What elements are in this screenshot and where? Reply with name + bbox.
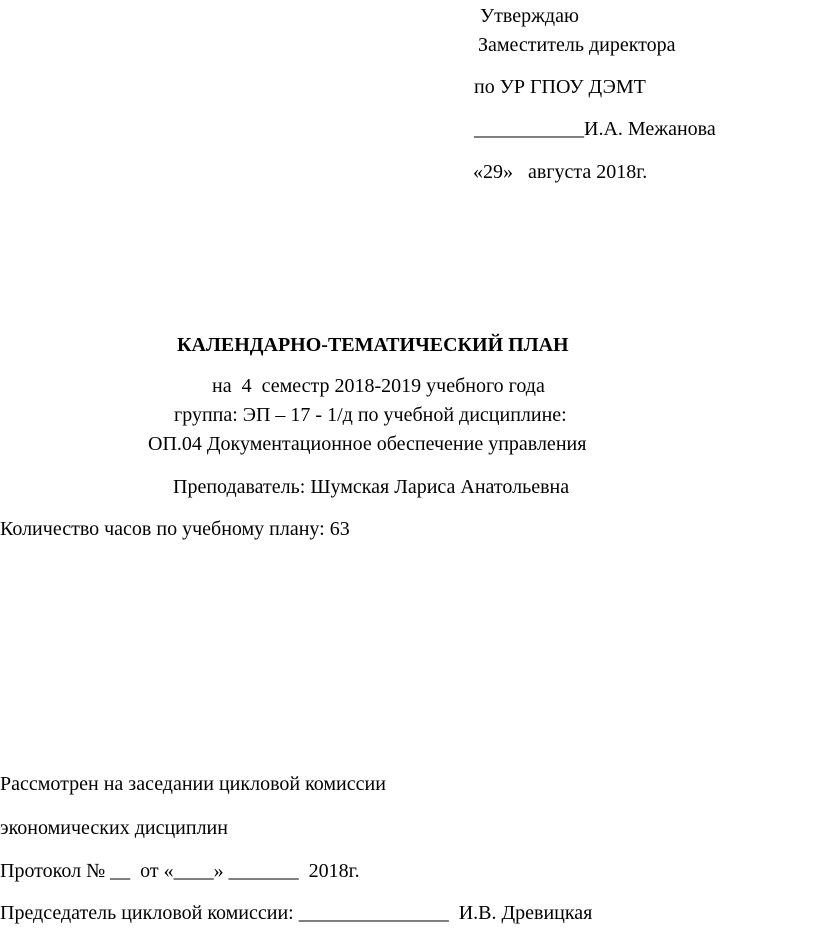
commission-name: экономических дисциплин bbox=[0, 817, 228, 839]
plan-group: группа: ЭП – 17 - 1/д по учебной дисциплине: bbox=[174, 404, 567, 426]
plan-teacher: Преподаватель: Шумская Лариса Анатольевна bbox=[173, 476, 570, 498]
approval-signature-line: ___________И.А. Межанова bbox=[474, 118, 716, 140]
commission-protocol: Протокол № __ от «____» _______ 2018г. bbox=[0, 860, 360, 882]
approval-position: Заместитель директора bbox=[478, 34, 676, 56]
approval-date: «29» августа 2018г. bbox=[473, 161, 648, 183]
commission-reviewed: Рассмотрен на заседании цикловой комиссии bbox=[0, 773, 386, 795]
plan-semester: на 4 семестр 2018-2019 учебного года bbox=[212, 375, 545, 397]
plan-discipline: ОП.04 Документационное обеспечение управления bbox=[148, 433, 587, 455]
approval-approve: Утверждаю bbox=[480, 5, 579, 27]
plan-title: КАЛЕНДАРНО-ТЕМАТИЧЕСКИЙ ПЛАН bbox=[177, 334, 569, 356]
commission-chair: Председатель цикловой комиссии: _______________ И.В. Древицкая bbox=[0, 902, 593, 924]
plan-hours: Количество часов по учебному плану: 63 bbox=[0, 518, 350, 540]
approval-organization: по УР ГПОУ ДЭМТ bbox=[474, 76, 646, 98]
